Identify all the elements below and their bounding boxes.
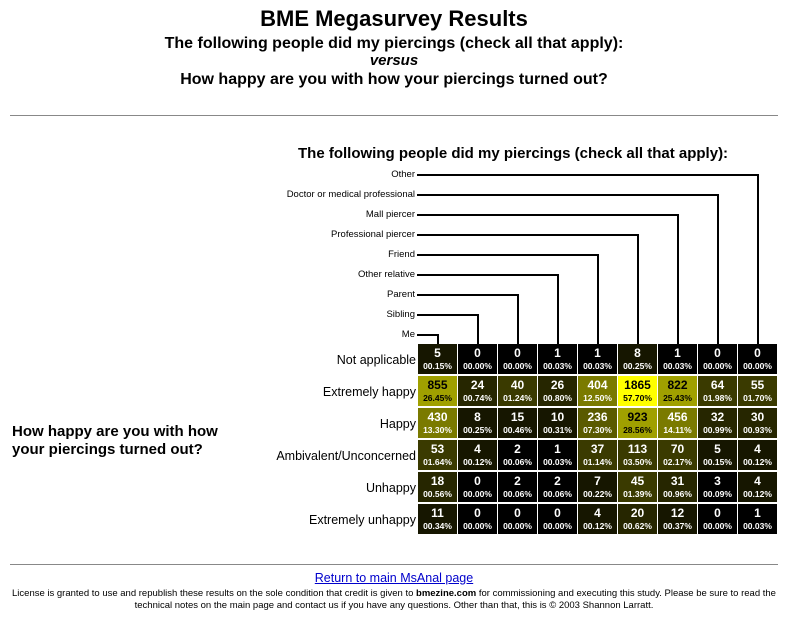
grid-cell xyxy=(658,344,697,374)
cell-count: 30 xyxy=(750,410,765,424)
connector-line xyxy=(417,195,718,344)
grid-cell xyxy=(658,440,697,470)
cell-percent: 00.93% xyxy=(743,425,772,435)
cell-count: 0 xyxy=(514,506,521,520)
grid-cell xyxy=(538,408,577,438)
cell-count: 8 xyxy=(474,410,481,424)
connector-line xyxy=(417,175,758,344)
cell-percent: 00.31% xyxy=(543,425,572,435)
grid-cell xyxy=(458,376,497,406)
cell-count: 456 xyxy=(667,410,688,424)
cell-percent: 01.39% xyxy=(623,489,652,499)
grid-cell xyxy=(418,440,457,470)
column-label-other-relative: Other relative xyxy=(357,269,415,280)
cell-count: 1 xyxy=(674,346,681,360)
grid-cell xyxy=(738,376,777,406)
grid-cell xyxy=(498,472,537,502)
grid-cell xyxy=(538,440,577,470)
cell-count: 0 xyxy=(714,346,721,360)
column-question: The following people did my piercings (check all that apply): xyxy=(298,145,729,162)
cell-percent: 00.12% xyxy=(583,521,612,531)
cell-percent: 00.56% xyxy=(423,489,452,499)
cell-count: 64 xyxy=(710,378,725,392)
grid-cell xyxy=(418,344,457,374)
cell-percent: 07.30% xyxy=(583,425,612,435)
versus-label: versus xyxy=(369,52,419,69)
column-label-professional-piercer: Professional piercer xyxy=(331,229,415,240)
grid-cell xyxy=(658,408,697,438)
grid-cell xyxy=(618,344,657,374)
cell-count: 11 xyxy=(431,506,444,520)
cell-percent: 01.70% xyxy=(743,393,772,403)
cell-count: 0 xyxy=(714,506,721,520)
cell-count: 430 xyxy=(427,410,448,424)
cell-count: 15 xyxy=(510,410,525,424)
connector-line xyxy=(417,255,598,344)
cell-count: 12 xyxy=(670,506,685,520)
grid-cell xyxy=(538,376,577,406)
grid-cell xyxy=(578,472,617,502)
row-label: Happy xyxy=(379,417,416,431)
grid-cell xyxy=(738,344,777,374)
cell-count: 45 xyxy=(630,474,645,488)
cell-count: 1 xyxy=(554,346,561,360)
cell-percent: 00.74% xyxy=(463,393,492,403)
cell-percent: 00.15% xyxy=(703,457,732,467)
cell-percent: 28.56% xyxy=(623,425,652,435)
connector-line xyxy=(417,235,638,344)
cell-count: 32 xyxy=(710,410,725,424)
cell-percent: 00.06% xyxy=(543,489,572,499)
cell-percent: 00.03% xyxy=(543,457,572,467)
cell-percent: 00.03% xyxy=(543,361,572,371)
cell-percent: 00.06% xyxy=(503,489,532,499)
cell-percent: 00.12% xyxy=(743,489,772,499)
cell-percent: 00.15% xyxy=(423,361,452,371)
grid-cell xyxy=(458,440,497,470)
cell-percent: 00.12% xyxy=(743,457,772,467)
cell-percent: 00.25% xyxy=(463,425,492,435)
cell-count: 37 xyxy=(590,442,605,456)
grid-cell xyxy=(658,376,697,406)
cell-count: 70 xyxy=(670,442,685,456)
cell-count: 26 xyxy=(550,378,565,392)
grid-cell xyxy=(458,472,497,502)
column-label-doctor-or-medical-professional: Doctor or medical professional xyxy=(286,189,415,200)
cell-count: 404 xyxy=(587,378,608,392)
cell-count: 5 xyxy=(434,346,441,360)
cell-percent: 00.22% xyxy=(583,489,612,499)
cell-count: 855 xyxy=(427,378,448,392)
cell-percent: 00.00% xyxy=(703,521,732,531)
grid-cell xyxy=(458,344,497,374)
grid-cell xyxy=(738,472,777,502)
cell-percent: 12.50% xyxy=(583,393,612,403)
cell-percent: 14.11% xyxy=(663,425,692,435)
cell-count: 0 xyxy=(474,346,481,360)
cell-count: 1 xyxy=(754,506,761,520)
grid-cell xyxy=(458,408,497,438)
grid-cell xyxy=(418,472,457,502)
cell-count: 1865 xyxy=(624,378,651,392)
grid-cell xyxy=(658,504,697,534)
cell-percent: 01.64% xyxy=(423,457,452,467)
cell-percent: 00.96% xyxy=(663,489,692,499)
cell-percent: 00.06% xyxy=(503,457,532,467)
cell-count: 4 xyxy=(594,506,601,520)
cell-count: 236 xyxy=(587,410,608,424)
cell-count: 923 xyxy=(627,410,648,424)
cell-count: 0 xyxy=(554,506,561,520)
cell-percent: 00.62% xyxy=(623,521,652,531)
cell-percent: 03.50% xyxy=(623,457,652,467)
cell-count: 40 xyxy=(510,378,525,392)
connector-line xyxy=(417,295,518,344)
grid-cell xyxy=(618,376,657,406)
row-question-line1: How happy are you with how xyxy=(12,423,218,440)
grid-cell xyxy=(418,408,457,438)
cell-percent: 00.00% xyxy=(463,521,492,531)
cell-count: 4 xyxy=(754,442,761,456)
grid-cell xyxy=(698,504,737,534)
cell-percent: 00.25% xyxy=(623,361,652,371)
cell-percent: 00.00% xyxy=(543,521,572,531)
grid-cell xyxy=(698,376,737,406)
cell-count: 0 xyxy=(474,506,481,520)
cell-count: 1 xyxy=(594,346,601,360)
cell-percent: 00.00% xyxy=(743,361,772,371)
cell-percent: 00.00% xyxy=(703,361,732,371)
cell-count: 18 xyxy=(430,474,445,488)
row-label: Not applicable xyxy=(336,353,416,367)
row-question xyxy=(12,423,218,459)
connector-line xyxy=(417,315,478,344)
page-subtitle-2: How happy are you with how your piercings turned out? xyxy=(180,71,608,88)
grid-cell xyxy=(498,504,537,534)
cell-count: 113 xyxy=(627,442,648,456)
page-subtitle-1: The following people did my piercings (check all that apply): xyxy=(164,35,624,52)
row-label: Extremely happy xyxy=(322,385,416,399)
cell-count: 7 xyxy=(594,474,601,488)
grid-cell xyxy=(618,408,657,438)
grid-cell xyxy=(498,344,537,374)
cell-count: 20 xyxy=(630,506,645,520)
cell-percent: 00.03% xyxy=(743,521,772,531)
grid-cell xyxy=(498,440,537,470)
column-label-parent: Parent xyxy=(387,289,415,300)
cell-percent: 13.30% xyxy=(423,425,452,435)
grid-cell xyxy=(618,504,657,534)
cell-percent: 26.45% xyxy=(423,393,452,403)
column-label-sibling: Sibling xyxy=(386,309,415,320)
cell-count: 4 xyxy=(754,474,761,488)
grid-cell xyxy=(698,472,737,502)
cell-count: 53 xyxy=(430,442,445,456)
grid-cell xyxy=(578,376,617,406)
cell-count: 2 xyxy=(514,474,521,488)
grid-cell xyxy=(618,440,657,470)
cell-percent: 01.14% xyxy=(583,457,612,467)
column-label-me: Me xyxy=(401,329,415,340)
row-label: Ambivalent/Unconcerned xyxy=(276,449,416,463)
cell-percent: 00.80% xyxy=(543,393,572,403)
column-label-other: Other xyxy=(391,169,415,180)
cell-percent: 02.17% xyxy=(663,457,692,467)
row-label: Extremely unhappy xyxy=(308,513,416,527)
license-text: License is granted to use and republish these results on the sole condition that credit is given to bmezine.com for commissioning and executing this study. Please be sure to read the technical notes on the main page and contact us if you have any questions. Other than that, this is © 2003 Shannon Larratt. xyxy=(12,588,776,611)
grid-cell xyxy=(498,376,537,406)
cell-percent: 25.43% xyxy=(663,393,692,403)
cell-count: 2 xyxy=(514,442,521,456)
connector-line xyxy=(417,275,558,344)
cell-count: 2 xyxy=(554,474,561,488)
cell-percent: 00.00% xyxy=(463,361,492,371)
cell-percent: 00.00% xyxy=(503,361,532,371)
grid-cell xyxy=(698,440,737,470)
return-to-main-link[interactable]: Return to main MsAnal page xyxy=(314,571,474,585)
grid-cell xyxy=(458,504,497,534)
cell-count: 0 xyxy=(514,346,521,360)
return-link-container xyxy=(0,571,788,585)
cell-count: 1 xyxy=(554,442,561,456)
bottom-divider xyxy=(10,564,778,565)
cell-percent: 00.46% xyxy=(503,425,532,435)
grid-cell xyxy=(698,344,737,374)
grid-cell xyxy=(418,504,457,534)
cell-count: 5 xyxy=(714,442,721,456)
cell-count: 3 xyxy=(714,474,721,488)
cell-count: 24 xyxy=(470,378,485,392)
cell-percent: 00.12% xyxy=(463,457,492,467)
cell-percent: 00.03% xyxy=(663,361,692,371)
grid-cell xyxy=(618,472,657,502)
cell-percent: 00.00% xyxy=(503,521,532,531)
cell-count: 4 xyxy=(474,442,481,456)
grid-cell xyxy=(578,440,617,470)
cell-percent: 00.34% xyxy=(423,521,452,531)
cell-percent: 00.37% xyxy=(663,521,692,531)
grid-cell xyxy=(578,504,617,534)
grid-cell xyxy=(658,472,697,502)
cell-percent: 00.09% xyxy=(703,489,732,499)
column-label-friend: Friend xyxy=(388,249,415,260)
grid-cell xyxy=(738,408,777,438)
cell-percent: 01.98% xyxy=(703,393,732,403)
grid-cell xyxy=(498,408,537,438)
cell-count: 0 xyxy=(754,346,761,360)
grid-cell xyxy=(738,504,777,534)
grid-cell xyxy=(578,344,617,374)
grid-cell xyxy=(418,376,457,406)
cell-percent: 00.00% xyxy=(463,489,492,499)
grid-cell xyxy=(538,504,577,534)
grid-cell xyxy=(578,408,617,438)
row-label: Unhappy xyxy=(365,481,416,495)
connector-line xyxy=(417,335,438,344)
cell-count: 55 xyxy=(750,378,765,392)
cell-count: 8 xyxy=(634,346,641,360)
cell-percent: 00.03% xyxy=(583,361,612,371)
page-title: BME Megasurvey Results xyxy=(260,6,528,31)
grid-cell xyxy=(538,472,577,502)
cell-percent: 00.99% xyxy=(703,425,732,435)
cell-percent: 01.24% xyxy=(503,393,532,403)
column-label-mall-piercer: Mall piercer xyxy=(365,209,415,220)
cell-count: 31 xyxy=(670,474,685,488)
grid-cell xyxy=(538,344,577,374)
grid-cell xyxy=(698,408,737,438)
cell-count: 10 xyxy=(550,410,565,424)
grid-cell xyxy=(738,440,777,470)
cell-count: 0 xyxy=(474,474,481,488)
row-question-line2: your piercings turned out? xyxy=(12,441,203,458)
cell-percent: 57.70% xyxy=(623,393,652,403)
cell-count: 822 xyxy=(667,378,688,392)
